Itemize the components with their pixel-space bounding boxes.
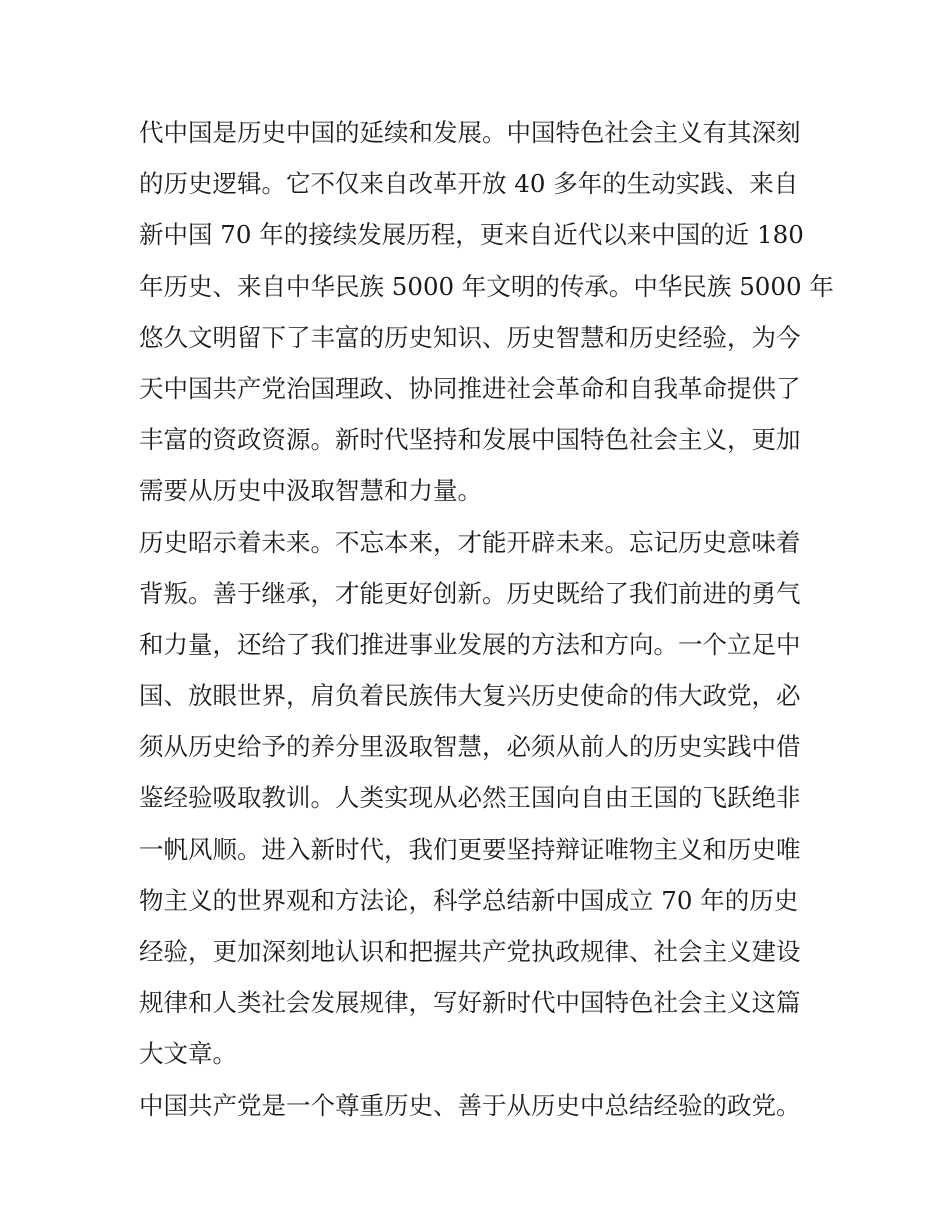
text-line: 经验，更加深刻地认识和把握共产党执政规律、社会主义建设 <box>139 937 801 966</box>
text-line: 年历史、来自中华民族 5000 年文明的传承。中华民族 5000 年 <box>139 271 834 301</box>
text-line: 历史昭示着未来。不忘本来，才能开辟未来。忘记历史意味着 <box>139 527 801 557</box>
text-line: 天中国共产党治国理政、协同推进社会革命和自我革命提供了 <box>139 373 801 403</box>
text-line: 中国共产党是一个尊重历史、善于从历史中总结经验的政党。 <box>139 1090 801 1120</box>
text-line: 须从历史给予的养分里汲取智慧，必须从前人的历史实践中借 <box>139 732 801 762</box>
text-line: 和力量，还给了我们推进事业发展的方法和方向。一个立足中 <box>139 629 801 659</box>
text-line: 背叛。善于继承，才能更好创新。历史既给了我们前进的勇气 <box>139 578 801 608</box>
text-line: 丰富的资政资源。新时代坚持和发展中国特色社会主义，更加 <box>139 425 801 455</box>
text-line: 国、放眼世界，肩负着民族伟大复兴历史使命的伟大政党，必 <box>139 681 801 711</box>
text-line: 新中国 70 年的接续发展历程，更来自近代以来中国的近 180 <box>139 220 804 250</box>
text-line: 代中国是历史中国的延续和发展。中国特色社会主义有其深刻 <box>139 118 801 147</box>
text-line: 规律和人类社会发展规律，写好新时代中国特色社会主义这篇 <box>139 988 801 1018</box>
text-line: 鉴经验吸取教训。人类实现从必然王国向自由王国的飞跃绝非 <box>139 783 801 813</box>
text-line: 的历史逻辑。它不仅来自改革开放 40 多年的生动实践、来自 <box>139 169 799 199</box>
text-line: 一帆风顺。进入新时代，我们更要坚持辩证唯物主义和历史唯 <box>139 834 801 864</box>
text-line: 物主义的世界观和方法论，科学总结新中国成立 70 年的历史 <box>139 885 799 915</box>
text-line: 大文章。 <box>139 1039 237 1069</box>
text-line: 悠久文明留下了丰富的历史知识、历史智慧和历史经验，为今 <box>139 322 801 352</box>
document-body <box>139 107 834 1131</box>
text-line: 需要从历史中汲取智慧和力量。 <box>139 476 482 506</box>
